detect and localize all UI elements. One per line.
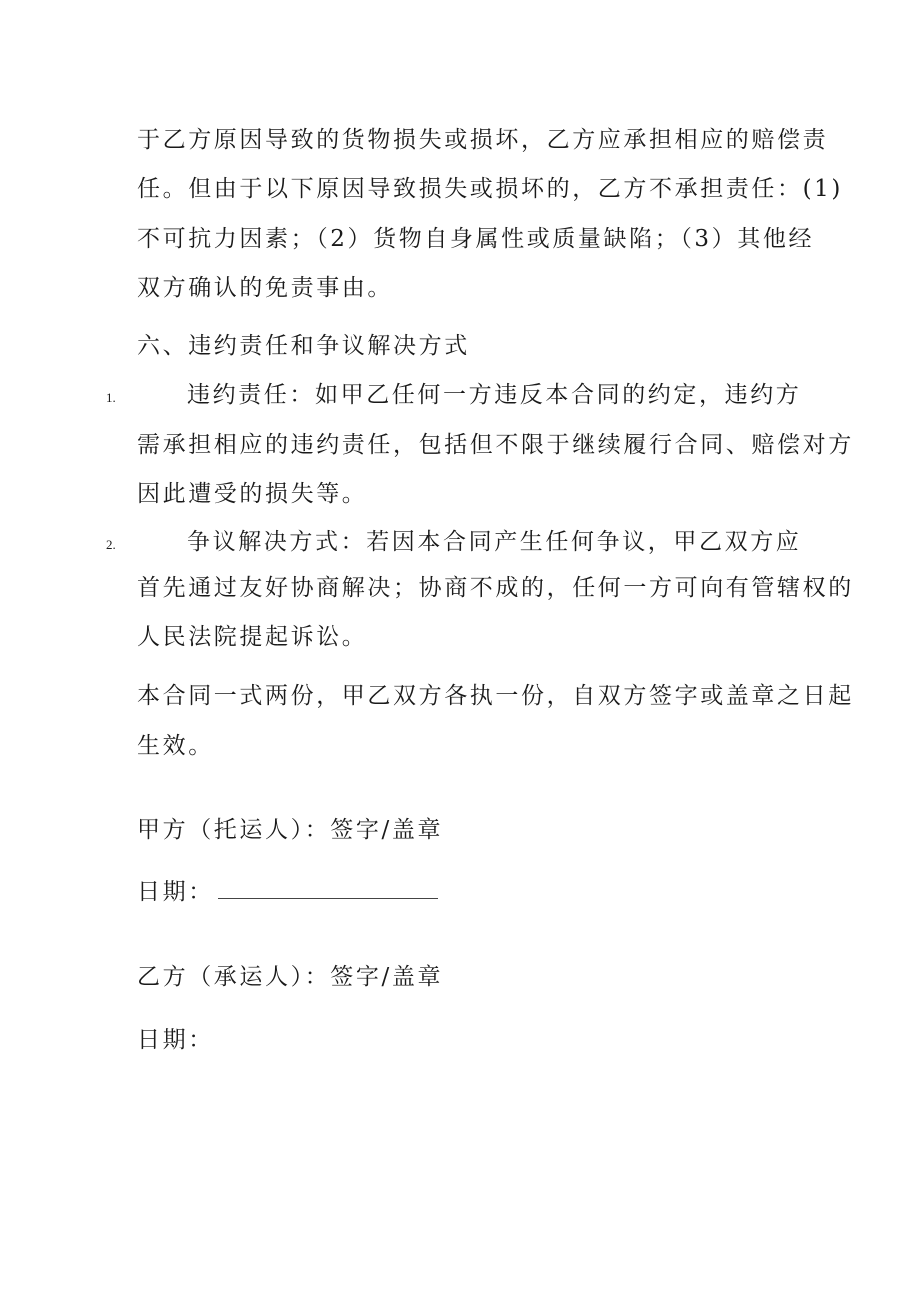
date-a-row xyxy=(137,877,438,907)
item-1-line-3: 因此遭受的损失等。 xyxy=(137,481,368,507)
clause5-line-3: 不可抗力因素；（2）货物自身属性或质量缺陷；（3）其他经 xyxy=(137,226,815,252)
clause5-line-2: 任。但由于以下原因导致损失或损坏的，乙方不承担责任：(1) xyxy=(137,176,843,202)
date-b-label: 日期： xyxy=(137,1027,214,1053)
closing-line-1: 本合同一式两份，甲乙双方各执一份，自双方签字或盖章之日起 xyxy=(137,683,854,709)
item-2-line-2: 首先通过友好协商解决；协商不成的，任何一方可向有管辖权的 xyxy=(137,575,854,601)
date-a-blank[interactable] xyxy=(218,880,438,899)
item-2-number: 2. xyxy=(106,537,116,552)
section6-heading: 六、违约责任和争议解决方式 xyxy=(137,333,470,359)
item-1-line-1: 违约责任：如甲乙任何一方违反本合同的约定，违约方 xyxy=(187,382,802,408)
item-2-line-1: 争议解决方式：若因本合同产生任何争议，甲乙双方应 xyxy=(187,529,802,555)
item-1-number: 1. xyxy=(106,390,116,405)
clause5-line-1: 于乙方原因导致的货物损失或损坏，乙方应承担相应的赔偿责 xyxy=(137,127,829,153)
closing-line-2: 生效。 xyxy=(137,733,214,759)
party-b-signature: 乙方（承运人）：签字/盖章 xyxy=(137,964,444,990)
date-a-label: 日期： xyxy=(137,879,214,905)
item-1-line-2: 需承担相应的违约责任，包括但不限于继续履行合同、赔偿对方 xyxy=(137,432,854,458)
clause5-line-4: 双方确认的免责事由。 xyxy=(137,275,393,301)
party-a-signature: 甲方（托运人）：签字/盖章 xyxy=(137,817,444,843)
item-2-line-3: 人民法院提起诉讼。 xyxy=(137,624,368,650)
